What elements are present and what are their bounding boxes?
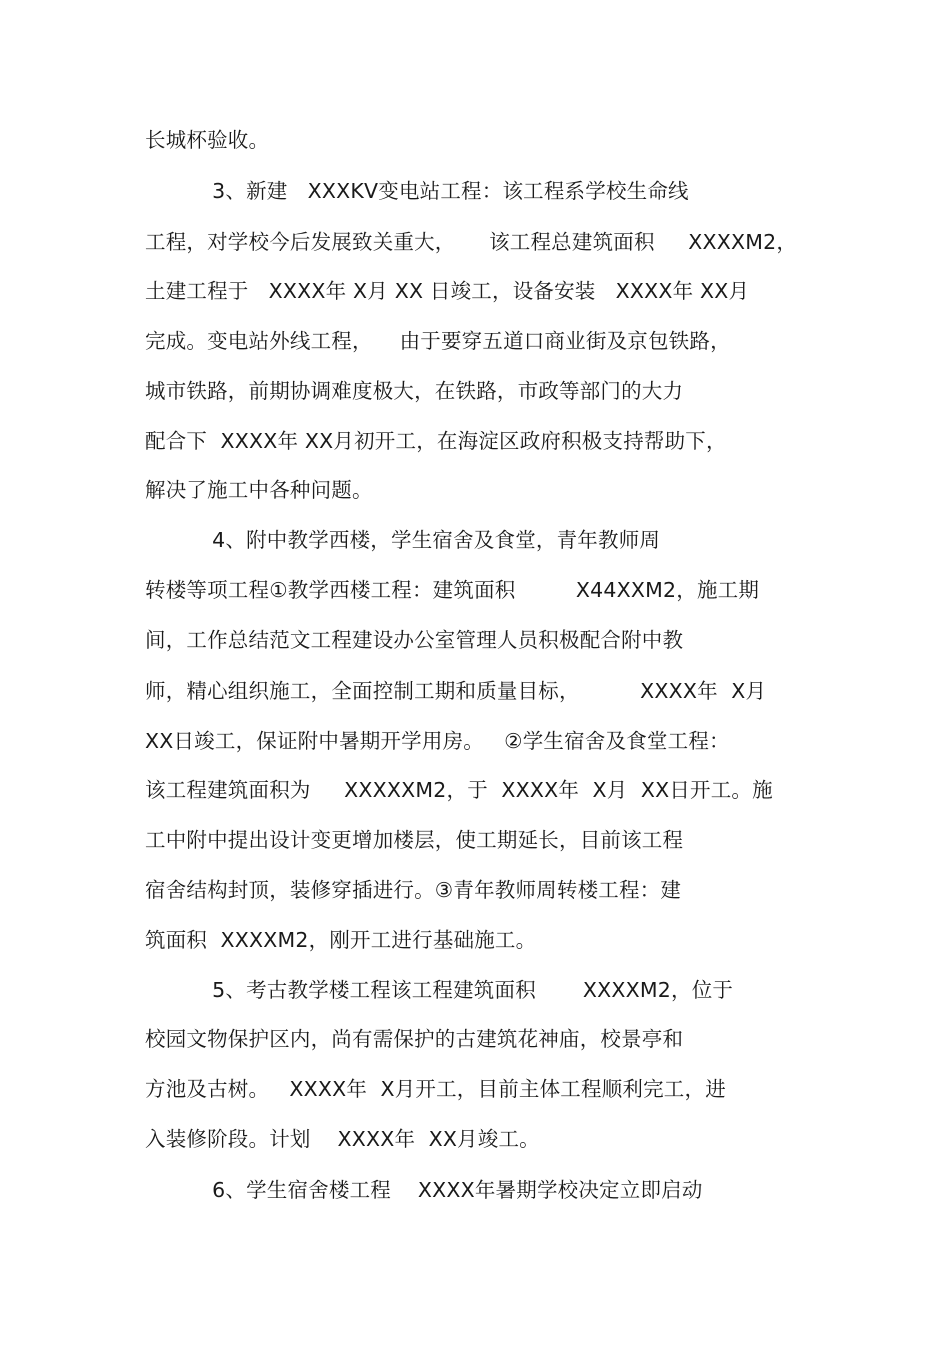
text-line: 该工程建筑面积为 XXXXXM2，于 XXXX年 X月 XX日开工。施 — [145, 778, 773, 802]
text-line: 间，工作总结范文工程建设办公室管理人员积极配合附中教 — [145, 628, 684, 652]
text-line: 筑面积 XXXXM2，刚开工进行基础施工。 — [145, 928, 537, 952]
text-line: 3、新建 XXXKV变电站工程：该工程系学校生命线 — [145, 179, 689, 203]
text-line: 解决了施工中各种问题。 — [145, 478, 373, 502]
text-line: 5、考古教学楼工程该工程建筑面积 XXXXM2，位于 — [145, 978, 734, 1002]
text-line: 完成。变电站外线工程， 由于要穿五道口商业街及京包铁路， — [145, 329, 731, 353]
text-line: 配合下 XXXX年 XX月初开工，在海淀区政府积极支持帮助下， — [145, 429, 727, 453]
text-line: 长城杯验收。 — [145, 128, 270, 152]
text-line: 入装修阶段。计划 XXXX年 XX月竣工。 — [145, 1127, 540, 1151]
text-line: 6、学生宿舍楼工程 XXXX年暑期学校决定立即启动 — [145, 1178, 703, 1202]
text-line: XX日竣工，保证附中暑期开学用房。 ②学生宿舍及食堂工程： — [145, 729, 730, 753]
text-line: 方池及古树。 XXXX年 X月开工，目前主体工程顺利完工，进 — [145, 1077, 726, 1101]
text-line: 宿舍结构封顶，装修穿插进行。③青年教师周转楼工程：建 — [145, 878, 682, 902]
text-line: 师，精心组织施工，全面控制工期和质量目标， XXXX年 X月 — [145, 679, 767, 703]
text-line: 转楼等项工程①教学西楼工程：建筑面积 X44XXM2，施工期 — [145, 578, 760, 602]
text-line: 工中附中提出设计变更增加楼层，使工期延长，目前该工程 — [145, 828, 684, 852]
text-line: 城市铁路，前期协调难度极大，在铁路，市政等部门的大力 — [145, 379, 684, 403]
text-line: 校园文物保护区内，尚有需保护的古建筑花神庙，校景亭和 — [145, 1027, 684, 1051]
text-line: 工程，对学校今后发展致关重大， 该工程总建筑面积 XXXXM2， — [145, 230, 798, 254]
text-line: 4、附中教学西楼，学生宿舍及食堂，青年教师周 — [145, 528, 661, 552]
text-line: 土建工程于 XXXX年 X月 XX 日竣工，设备安装 XXXX年 XX月 — [145, 279, 750, 303]
